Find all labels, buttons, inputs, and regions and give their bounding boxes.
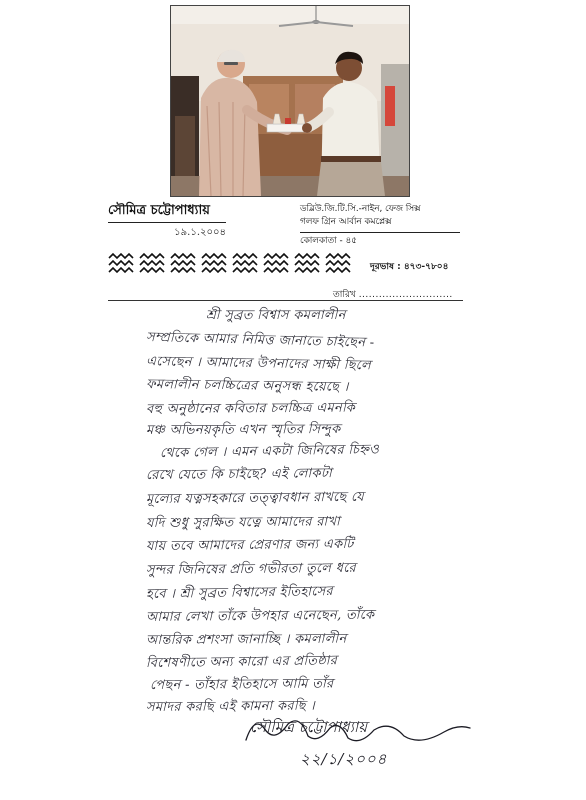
date-label: তারিখ: [333, 290, 356, 300]
address-divider: [300, 232, 460, 233]
letter-line: মঞ্চ অভিনয়কৃতি এখন স্মৃতির সিন্দুক: [145, 421, 341, 438]
letter-line: আন্তরিক প্রশংসা জানাচ্ছি । কমলালীন: [145, 631, 347, 648]
letterhead: [108, 203, 468, 291]
letter-line: শ্রী সুব্রত বিশ্বাস কমলালীন: [206, 308, 346, 323]
letter-line: যদি শুধু সুরক্ষিত যত্নে আমাদের রাখা: [145, 514, 341, 531]
letter-line: সুন্দর জিনিষের প্রতি গভীরতা তুলে ধরে: [145, 560, 356, 578]
letter-line: থেকে গেল । এমন একটা জিনিষের চিহ্নও: [159, 442, 380, 461]
letter-line: আমার লেখা তাঁকে উপহার এনেছেন, তাঁকে: [145, 607, 375, 625]
date-blank: ............................: [358, 290, 453, 300]
signature-date: ২২/১/২০০৪: [300, 750, 388, 768]
letter-line: হবে । শ্রী সুব্রত বিশ্বাসের ইতিহাসের: [145, 584, 334, 602]
letter-line: এসেছেন । আমাদের উপনাদের সাক্ষী ছিলে: [145, 354, 372, 374]
letter-line: বিশেষণীতে অন্য কারো এর প্রতিষ্ঠার: [145, 653, 338, 671]
letter-line: সম্প্রতিকে আমার নিমিত্ত জানাতে চাইছেন -: [145, 330, 375, 351]
letterhead-date: ১৯.১.২০০৪: [174, 227, 226, 238]
photo-scene: [171, 6, 409, 196]
letter-line: পেছন - তাঁহার ইতিহাসে আমি তাঁর: [149, 676, 334, 693]
address-block: [300, 203, 465, 248]
phone-number: দূরভাষ : ৪৭৩-৭৮০৪: [370, 262, 449, 272]
address-line-1: ডব্লিউ.জি.টি.সি.-নাইন, ফেজ সিক্স: [300, 204, 421, 214]
photograph: [170, 5, 410, 197]
address-line-2: গলফ গ্রিন আর্বান কমপ্লেক্স: [300, 217, 392, 227]
address-line-3: কোলকাতা - ৪৫: [300, 236, 357, 246]
name-underline: [108, 222, 226, 223]
signature-scrawl: [244, 710, 474, 754]
letter-line: বহু অনুষ্ঠানের কবিতার চলচ্চিত্র এমনকি: [145, 400, 356, 417]
sender-name: সৌমিত্র চট্টোপাধ্যায়: [108, 203, 210, 218]
letter-line: রেখে যেতে কি চাইছে? এই লোকটা: [145, 466, 333, 483]
letterhead-rule: [108, 300, 463, 301]
letter-line: সমাদর করছি এই কামনা করছি ।: [145, 698, 316, 715]
sender-block: [108, 203, 233, 242]
letter-line: যায় তবে আমাদের প্রেরণার জন্য একটি: [145, 536, 354, 554]
letter-line: ফমলালীন চলচ্চিত্রের অনুসন্ধ হয়েছে ।: [145, 377, 349, 395]
zigzag-ornament: [108, 252, 358, 278]
letter-line: মূল্যের যত্নসহকারে তত্ত্বাবধান রাখছে যে: [145, 489, 365, 507]
signature: সৌমিত্র চট্টোপাধ্যায়: [250, 718, 368, 736]
